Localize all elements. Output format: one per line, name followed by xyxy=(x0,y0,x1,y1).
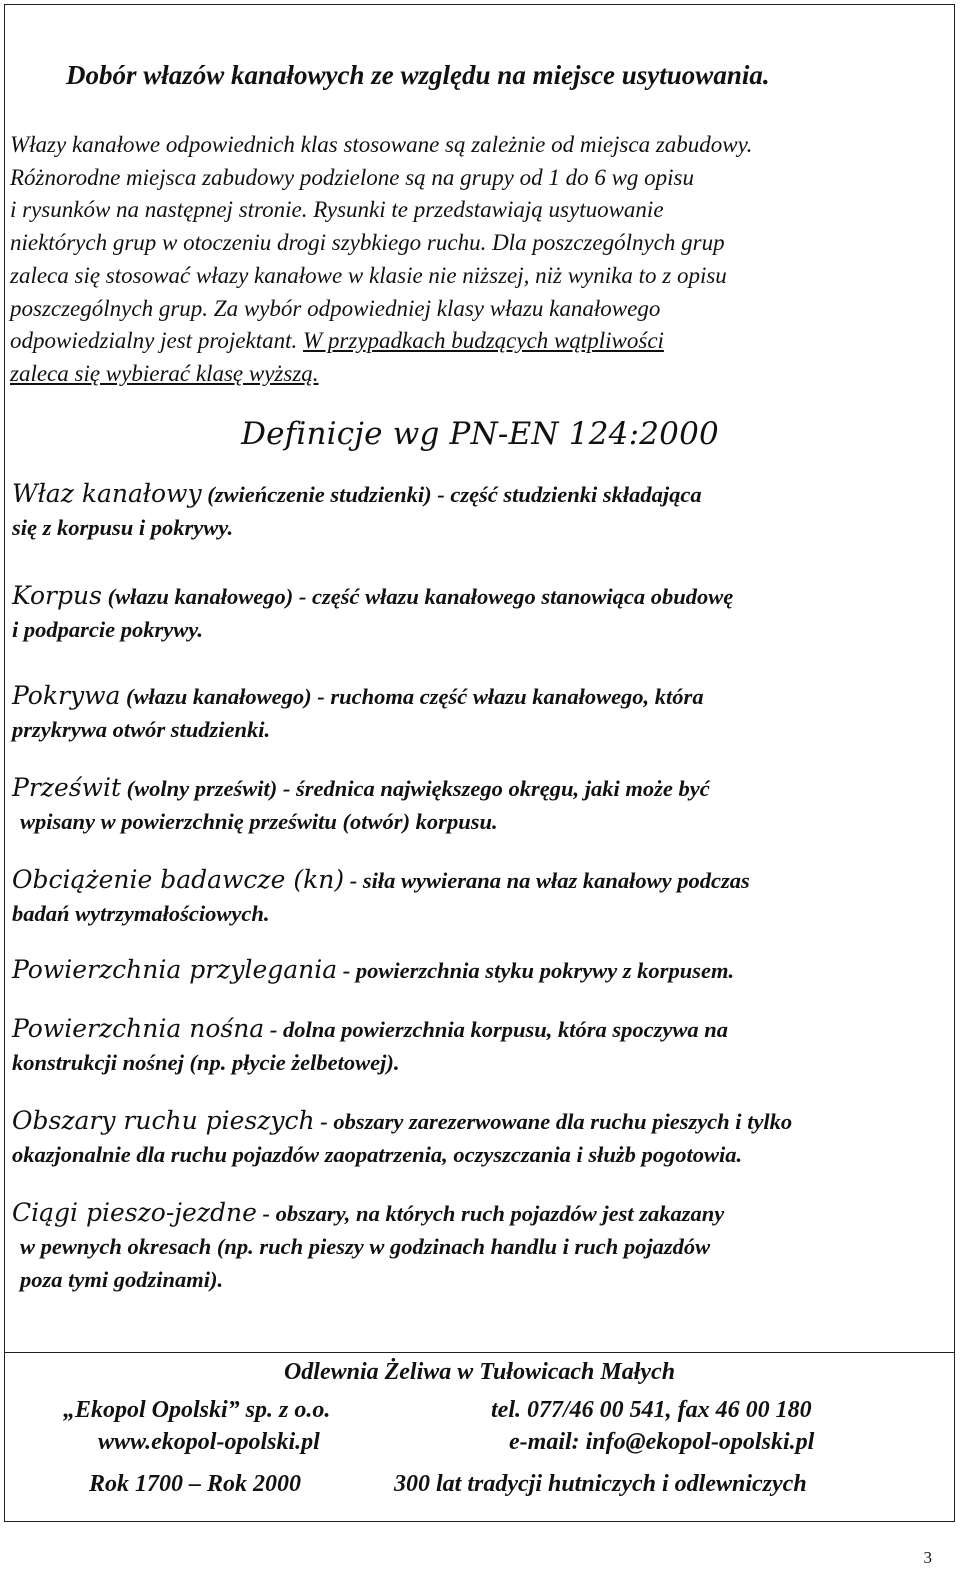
definition-text: się z korpusu i pokrywy. xyxy=(12,515,234,540)
definition-term: Powierzchnia przylegania xyxy=(12,955,338,984)
definition-text: badań wytrzymałościowych. xyxy=(12,901,270,926)
intro-underlined-text: W przypadkach budzących wątpliwości xyxy=(303,328,664,354)
definition-term: Pokrywa xyxy=(12,681,121,710)
definition-item xyxy=(12,477,942,544)
definition-text: (wolny prześwit) - średnica największego okręgu, jaki może być xyxy=(126,776,710,801)
definition-term: Obszary ruchu pieszych xyxy=(12,1106,315,1135)
definition-text: przykrywa otwór studzienki. xyxy=(12,717,271,742)
footer-company-name: „Ekopol Opolski” sp. z o.o. xyxy=(63,1397,331,1423)
intro-line: niektórych grup w otoczeniu drogi szybkiego ruchu. Dla poszczególnych grup xyxy=(10,230,725,256)
intro-line: Różnorodne miejsca zabudowy podzielone są na grupy od 1 do 6 wg opisu xyxy=(10,164,695,190)
definition-text: - siła wywierana na właz kanałowy podczas xyxy=(349,868,750,893)
intro-paragraph xyxy=(10,129,930,391)
definition-text: - obszary zarezerwowane dla ruchu pieszych i tylko xyxy=(320,1109,793,1134)
definition-item xyxy=(12,579,942,646)
intro-line: zaleca się stosować włazy kanałowe w klasie nie niższej, niż wynika to z opisu xyxy=(10,262,727,288)
page-number: 3 xyxy=(923,1548,932,1567)
definition-term: Prześwit xyxy=(12,773,122,802)
intro-line xyxy=(10,325,930,358)
definition-text: - dolna powierzchnia korpusu, która spoczywa na xyxy=(269,1017,729,1042)
definition-item xyxy=(12,953,942,987)
definitions-title: Definicje wg PN-EN 124:2000 xyxy=(241,416,719,452)
definition-item xyxy=(12,771,942,838)
footer-years: Rok 1700 – Rok 2000 xyxy=(89,1471,302,1497)
footer-phone-fax: tel. 077/46 00 541, fax 46 00 180 xyxy=(491,1397,812,1423)
footer-website-link[interactable]: www.ekopol-opolski.pl xyxy=(98,1429,320,1455)
definition-term: Ciągi pieszo-jezdne xyxy=(12,1198,257,1227)
intro-underlined-line: zaleca się wybierać klasę wyższą. xyxy=(10,360,319,386)
definition-text: okazjonalnie dla ruchu pojazdów zaopatrzenia, oczyszczania i służb pogotowia. xyxy=(12,1142,743,1167)
definition-item xyxy=(12,1012,942,1079)
definition-term: Obciążenie badawcze (kn) xyxy=(12,865,345,894)
definition-item xyxy=(12,1104,942,1171)
definition-text: w pewnych okresach (np. ruch pieszy w godzinach handlu i ruch pojazdów xyxy=(20,1234,711,1259)
definition-term: Właz kanałowy xyxy=(12,479,202,508)
definition-text: (zwieńczenie studzienki) - część studzienki składająca xyxy=(207,482,702,507)
definition-term: Powierzchnia nośna xyxy=(12,1014,265,1043)
footer-email-link[interactable]: e-mail: info@ekopol-opolski.pl xyxy=(509,1429,815,1455)
footer-company-line: Odlewnia Żeliwa w Tułowicach Małych xyxy=(283,1359,676,1385)
definition-text: (włazu kanałowego) - część włazu kanałowego stanowiąca obudowę xyxy=(107,584,734,609)
intro-line: Włazy kanałowe odpowiednich klas stosowane są zależnie od miejsca zabudowy. xyxy=(10,132,753,157)
intro-text: odpowiedzialny jest projektant. xyxy=(10,328,298,354)
definition-text: - powierzchnia styku pokrywy z korpusem. xyxy=(342,958,735,983)
definition-term: Korpus xyxy=(12,581,102,610)
footer-box xyxy=(4,1352,955,1522)
definition-text: wpisany w powierzchnię prześwitu (otwór) korpusu. xyxy=(20,809,498,834)
definition-text: - obszary, na których ruch pojazdów jest zakazany xyxy=(262,1201,725,1226)
intro-line: i rysunków na następnej stronie. Rysunki te przedstawiają usytuowanie xyxy=(10,197,664,223)
page-title: Dobór włazów kanałowych ze względu na miejsce usytuowania. xyxy=(66,60,770,90)
definition-item xyxy=(12,1196,942,1296)
definition-item xyxy=(12,679,942,746)
definition-item xyxy=(12,863,942,930)
definition-text: (włazu kanałowego) - ruchoma część włazu kanałowego, która xyxy=(126,684,704,709)
definition-text: konstrukcji nośnej (np. płycie żelbetowej). xyxy=(12,1050,400,1075)
footer-tradition: 300 lat tradycji hutniczych i odlewniczych xyxy=(394,1471,807,1497)
definition-text: i podparcie pokrywy. xyxy=(12,617,204,642)
definition-text: poza tymi godzinami). xyxy=(20,1267,224,1292)
intro-line: poszczególnych grup. Za wybór odpowiedniej klasy włazu kanałowego xyxy=(10,295,661,321)
